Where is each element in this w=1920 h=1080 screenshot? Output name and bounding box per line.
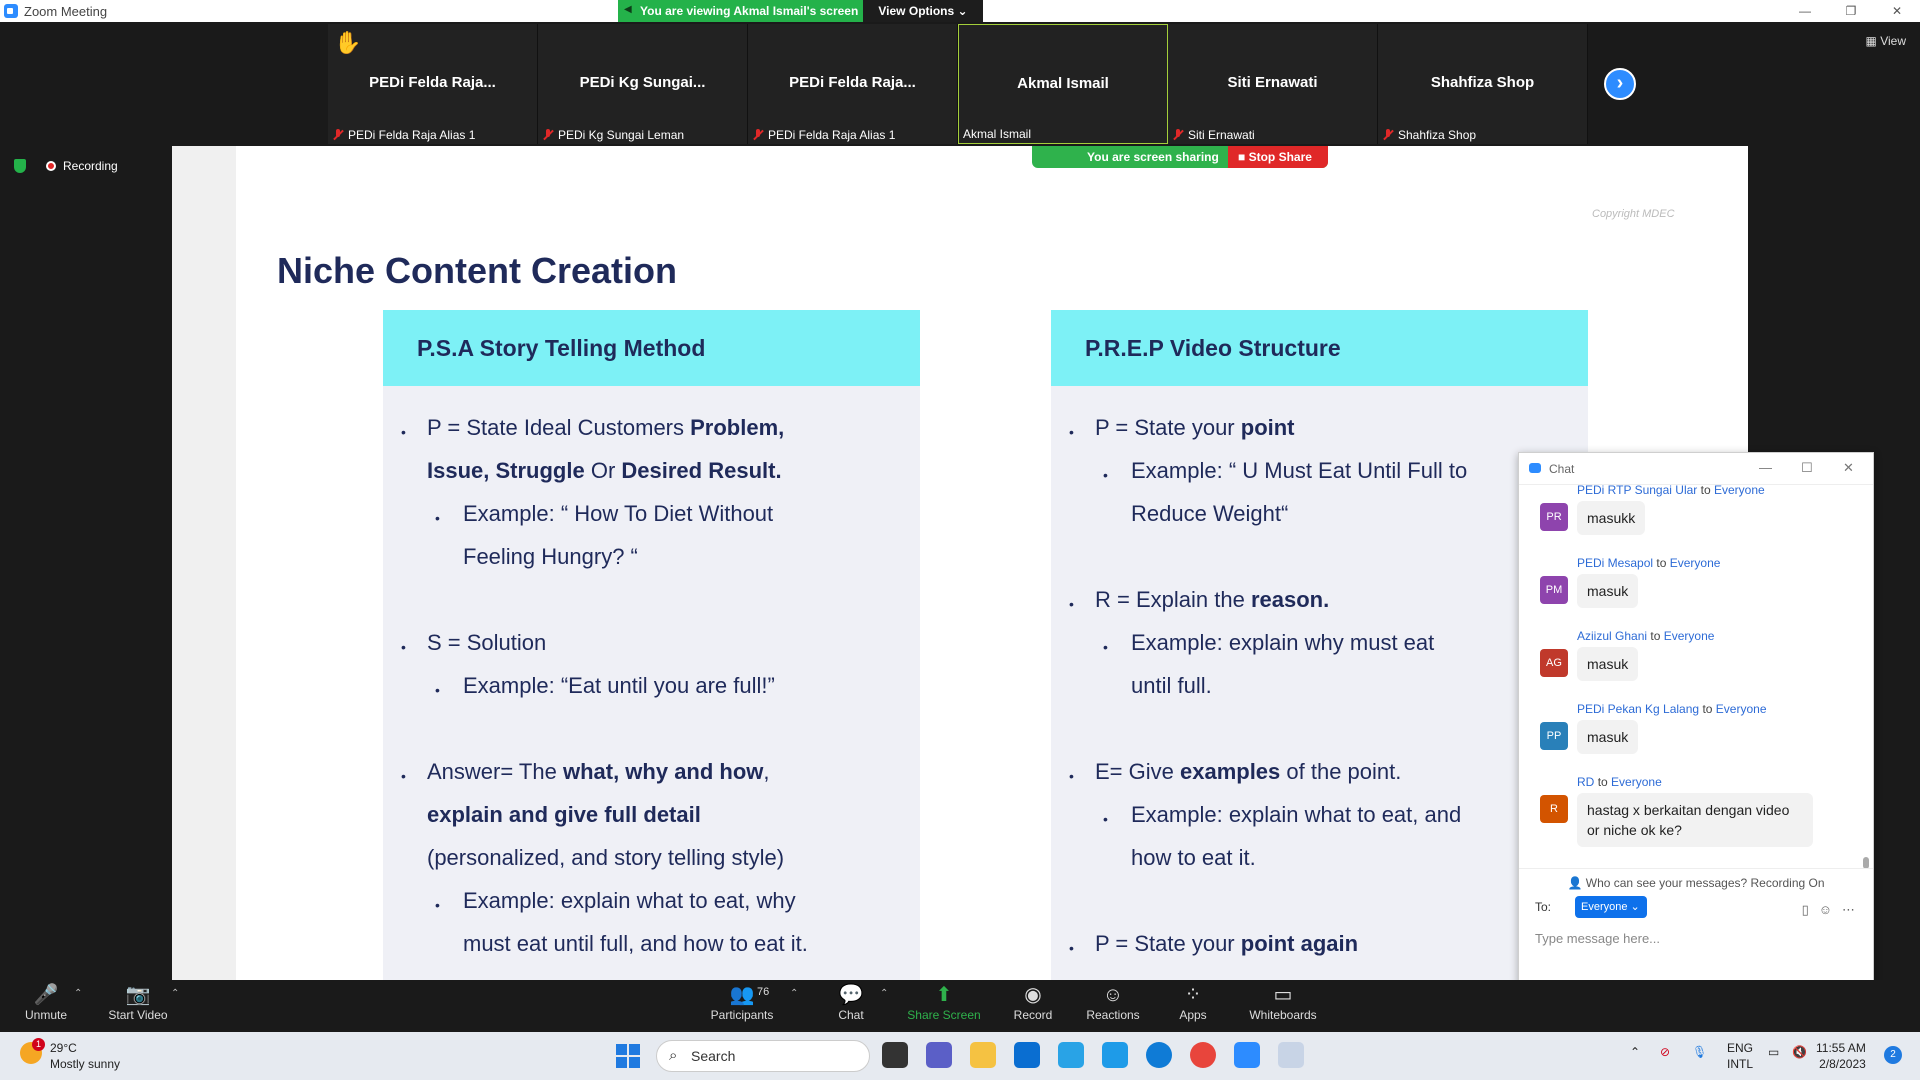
psa-line-3: Example: “ How To Diet Without <box>463 501 774 526</box>
mic-muted-icon <box>1172 129 1184 141</box>
text-run-bold: Problem, <box>690 415 785 440</box>
recipient-name: Everyone <box>1715 702 1767 716</box>
video-options-chevron-icon[interactable]: ⌃ <box>171 988 180 999</box>
recipient-name: Everyone <box>1611 775 1662 789</box>
slide-copyright: Copyright MDEC <box>1592 208 1675 220</box>
gallery-next-button[interactable]: › <box>1604 68 1636 100</box>
message-bubble: hastag x berkaitan dengan video or niche ok ke? <box>1577 793 1813 847</box>
psa-heading: P.S.A Story Telling Method <box>383 310 920 386</box>
meeting-toolbar <box>0 980 1920 1032</box>
participant-label-text: Akmal Ismail <box>963 127 1032 141</box>
store-icon[interactable] <box>1014 1042 1040 1068</box>
recipient-name: Everyone <box>1669 556 1721 570</box>
message-sender <box>1577 775 1662 789</box>
chat-label: Chat <box>838 1008 864 1022</box>
participant-label <box>1382 128 1476 142</box>
prep-column <box>1051 310 1588 980</box>
psa-line-7 <box>427 750 770 793</box>
participant-label <box>542 128 684 142</box>
psa-line-6: Example: “Eat until you are full!” <box>463 673 775 698</box>
prep-line-9: how to eat it. <box>1131 845 1256 870</box>
to-word: to <box>1702 702 1713 716</box>
psa-line-11: must eat until full, and how to eat it. <box>463 931 808 956</box>
weather-description: Mostly sunny <box>50 1057 121 1071</box>
bullet-icon: • <box>1103 811 1108 827</box>
viewing-banner-text: You are viewing Akmal Ismail's screen <box>640 4 859 18</box>
network-icon[interactable]: ⊘ <box>1660 1045 1671 1059</box>
participant-tile[interactable] <box>1378 24 1588 144</box>
taskbar-search[interactable] <box>656 1040 870 1072</box>
minimize-button[interactable]: — <box>1799 4 1811 18</box>
text-run: Or <box>584 458 622 483</box>
bullet-icon: • <box>435 897 440 913</box>
minimize-icon[interactable]: — <box>1759 460 1772 475</box>
sender-name[interactable]: Aziizul Ghani <box>1577 629 1648 643</box>
video-off-icon: 📷 <box>125 984 151 1006</box>
raised-hand-icon: ✋ <box>334 30 362 55</box>
text-run: R = Explain the <box>1095 587 1251 612</box>
text-run: P = State Ideal Customers <box>427 415 691 440</box>
grid-icon: ▦ <box>1865 34 1877 48</box>
avatar: R <box>1540 795 1568 823</box>
recording-label[interactable]: Recording <box>63 159 118 173</box>
view-options-button[interactable] <box>863 0 983 22</box>
to-word: to <box>1656 556 1667 570</box>
bullet-icon: • <box>1103 639 1108 655</box>
share-screen-icon: ⬆ <box>935 984 953 1006</box>
to-word: to <box>1700 483 1711 497</box>
start-video-label: Start Video <box>108 1008 168 1022</box>
participant-label-text: PEDi Felda Raja Alias 1 <box>768 128 896 142</box>
message-sender <box>1577 556 1720 570</box>
participant-name: PEDi Felda Raja... <box>369 74 496 91</box>
whiteboards-label: Whiteboards <box>1249 1008 1317 1022</box>
chat-tools <box>1802 902 1855 918</box>
mic-muted-icon <box>1382 129 1394 141</box>
prep-line-2: Example: “ U Must Eat Until Full to <box>1131 458 1468 483</box>
chat-title: Chat <box>1549 462 1575 476</box>
prep-line-6: until full. <box>1131 673 1212 698</box>
sender-name[interactable]: PEDi RTP Sungai Ular <box>1577 483 1698 497</box>
participant-tile[interactable] <box>748 24 958 144</box>
recipient-name: Everyone <box>1713 483 1765 497</box>
prep-line-7 <box>1095 750 1401 793</box>
whiteboard-icon: ▭ <box>1273 984 1293 1006</box>
zoom-app-icon <box>4 4 18 18</box>
apps-label: Apps <box>1179 1008 1207 1022</box>
search-icon: ⌕ <box>669 1047 678 1064</box>
slide-margin <box>172 146 236 980</box>
view-layout-button[interactable] <box>1866 34 1906 48</box>
window-controls <box>1782 0 1920 22</box>
chrome-icon[interactable] <box>1190 1042 1216 1068</box>
close-icon[interactable]: ✕ <box>1843 460 1854 475</box>
prep-line-5: Example: explain why must eat <box>1131 630 1435 655</box>
tray-overflow-icon[interactable]: ⌃ <box>1630 1045 1641 1059</box>
psa-line-2 <box>427 449 782 492</box>
message-bubble: masuk <box>1577 647 1638 681</box>
reactions-label: Reactions <box>1086 1008 1140 1022</box>
psa-line-9: (personalized, and story telling style) <box>427 845 785 870</box>
maximize-button[interactable]: ❐ <box>1845 4 1857 18</box>
prep-line-4 <box>1095 578 1329 621</box>
recipient-name: Everyone <box>1663 629 1715 643</box>
reactions-icon: ☺ <box>1102 984 1124 1006</box>
bullet-icon: • <box>435 510 440 526</box>
bullet-icon: • <box>401 639 406 655</box>
participant-tile[interactable] <box>328 24 538 144</box>
app-icon[interactable] <box>1058 1042 1084 1068</box>
text-run-bold: point <box>1240 415 1295 440</box>
zoom-icon[interactable] <box>1234 1042 1260 1068</box>
chat-panel <box>1518 452 1874 1010</box>
recording-dot-icon <box>46 161 56 171</box>
recipient-select[interactable] <box>1575 896 1647 918</box>
bullet-icon: • <box>1069 768 1074 784</box>
psa-line-5: S = Solution <box>427 630 547 655</box>
participants-button[interactable] <box>692 980 792 1032</box>
teams-icon[interactable] <box>926 1042 952 1068</box>
mic-muted-icon <box>752 129 764 141</box>
message-sender <box>1577 702 1767 716</box>
psa-line-4: Feeling Hungry? “ <box>463 544 638 569</box>
participants-label: Participants <box>710 1008 774 1022</box>
mic-muted-icon: 🎤 <box>33 984 59 1006</box>
window-title: Zoom Meeting <box>24 4 108 19</box>
participants-icon: 👥 <box>729 984 755 1006</box>
microphone-icon[interactable]: 🎙 <box>1692 1045 1708 1059</box>
text-run: , <box>763 759 770 784</box>
text-run: E= Give <box>1095 759 1180 784</box>
bullet-icon: • <box>1069 940 1074 956</box>
prep-line-1 <box>1095 406 1295 449</box>
chat-chevron-icon[interactable]: ⌃ <box>880 988 889 999</box>
language-indicator[interactable] <box>1727 1040 1753 1072</box>
encryption-shield-icon[interactable] <box>14 159 26 173</box>
weather-widget[interactable] <box>20 1040 120 1072</box>
message-bubble: masuk <box>1577 720 1638 754</box>
view-options-label: View Options <box>878 4 955 18</box>
chevron-down-icon: ⌄ <box>1630 901 1640 913</box>
mic-muted-icon <box>332 129 344 141</box>
psa-line-10: Example: explain what to eat, why <box>463 888 796 913</box>
bullet-icon: • <box>1103 467 1108 483</box>
prep-heading: P.R.E.P Video Structure <box>1051 310 1588 386</box>
record-label: Record <box>1013 1008 1053 1022</box>
psa-line-8 <box>427 793 701 836</box>
screen-sharing-label: You are screen sharing <box>1087 150 1219 164</box>
chat-scrollbar[interactable] <box>1863 489 1869 869</box>
task-view-icon[interactable] <box>882 1042 908 1068</box>
to-word: to <box>1597 775 1608 789</box>
chat-visibility-hint[interactable] <box>1519 868 1873 890</box>
participant-name: PEDi Kg Sungai... <box>579 74 706 91</box>
chat-header <box>1519 453 1873 485</box>
search-label: Search <box>691 1048 736 1064</box>
prep-line-8: Example: explain what to eat, and <box>1131 802 1462 827</box>
snipping-tool-icon[interactable] <box>1278 1042 1304 1068</box>
participant-label-text: PEDi Felda Raja Alias 1 <box>348 128 476 142</box>
message-bubble: masuk <box>1577 574 1638 608</box>
text-run: Answer= The <box>427 759 563 784</box>
participant-tile-active-speaker[interactable] <box>958 24 1168 144</box>
person-lock-icon: 👤 <box>1567 876 1583 890</box>
more-icon[interactable]: ⋯ <box>1842 902 1855 917</box>
share-screen-label: Share Screen <box>907 1008 981 1022</box>
participant-label-text: Shahfiza Shop <box>1398 128 1477 142</box>
avatar: PR <box>1540 503 1568 531</box>
view-layout-label: View <box>1880 34 1906 48</box>
close-button[interactable]: ✕ <box>1891 4 1903 18</box>
apps-button[interactable] <box>1143 980 1243 1032</box>
audio-options-chevron-icon[interactable]: ⌃ <box>74 988 83 999</box>
psa-line-1 <box>427 406 784 449</box>
bullet-icon: • <box>1069 424 1074 440</box>
keyboard-layout: INTL <box>1727 1057 1754 1071</box>
language-code: ENG <box>1727 1041 1754 1055</box>
participant-name: Shahfiza Shop <box>1430 74 1535 91</box>
participant-count: 76 <box>757 986 770 998</box>
chat-icon <box>1529 463 1541 473</box>
chat-bubble-icon: 💬 <box>838 984 864 1006</box>
mail-icon[interactable] <box>1102 1042 1128 1068</box>
avatar: PM <box>1540 576 1568 604</box>
sender-name[interactable]: RD <box>1577 775 1595 789</box>
psa-column <box>383 310 920 980</box>
prep-line-3: Reduce Weight“ <box>1131 501 1289 526</box>
message-sender <box>1577 629 1714 643</box>
slide-title: Niche Content Creation <box>277 250 678 291</box>
prep-line-10 <box>1095 922 1358 965</box>
emoji-icon[interactable]: ☺ <box>1818 902 1832 917</box>
text-run: P = State your <box>1095 931 1241 956</box>
chat-recipient-row <box>1535 900 1640 914</box>
weather-badge: 1 <box>32 1038 45 1051</box>
participant-label <box>1172 128 1255 142</box>
participant-tile[interactable] <box>538 24 748 144</box>
participant-label <box>963 127 1031 141</box>
participant-tile[interactable] <box>1168 24 1378 144</box>
chat-visibility-text: Who can see your messages? Recording On <box>1585 876 1825 890</box>
system-clock[interactable] <box>1816 1040 1866 1072</box>
file-icon[interactable]: ▯ <box>1801 902 1809 917</box>
popout-icon[interactable]: ☐ <box>1801 460 1813 475</box>
screen-sharing-bar <box>1032 146 1328 168</box>
record-icon: ◉ <box>1024 984 1042 1006</box>
sender-name[interactable]: PEDi Mesapol <box>1577 556 1654 570</box>
stop-share-button[interactable]: ■ Stop Share <box>1228 146 1328 168</box>
windows-taskbar <box>0 1032 1920 1080</box>
message-sender <box>1577 483 1765 497</box>
speaker-icon: ◀ <box>624 4 632 15</box>
to-label: To: <box>1535 900 1552 914</box>
stop-share-label: Stop Share <box>1248 150 1312 164</box>
viewing-screen-banner <box>618 0 863 22</box>
text-run-bold: point again <box>1240 931 1359 956</box>
video-gallery-strip <box>328 24 1588 144</box>
shared-screen <box>172 146 1748 980</box>
mic-muted-icon <box>542 129 554 141</box>
chevron-down-icon: ⌄ <box>957 4 968 18</box>
text-run-bold: Desired Result. <box>621 458 782 483</box>
participants-chevron-icon[interactable]: ⌃ <box>790 988 799 999</box>
participant-label <box>752 128 895 142</box>
speaker-muted-icon[interactable]: 🔇 <box>1792 1045 1807 1059</box>
avatar: AG <box>1540 649 1568 677</box>
text-run: P = State your <box>1095 415 1241 440</box>
participant-label <box>332 128 475 142</box>
edge-icon[interactable] <box>1146 1042 1172 1068</box>
apps-icon: ⁘ <box>1184 984 1202 1006</box>
clock-date: 2/8/2023 <box>1819 1057 1866 1071</box>
bullet-icon: • <box>1069 596 1074 612</box>
display-icon[interactable]: ▭ <box>1768 1045 1780 1059</box>
notification-badge[interactable]: 2 <box>1884 1046 1902 1064</box>
clock-time: 11:55 AM <box>1816 1041 1866 1055</box>
text-run-bold: what, why and how <box>562 759 764 784</box>
participant-name: Siti Ernawati <box>1227 74 1318 91</box>
weather-temperature: 29°C <box>50 1041 77 1055</box>
windows-start-icon[interactable] <box>616 1044 640 1068</box>
text-run-bold: explain and give full detail <box>427 802 701 827</box>
bullet-icon: • <box>401 424 406 440</box>
whiteboards-button[interactable] <box>1233 980 1333 1032</box>
text-run-bold: reason. <box>1250 587 1330 612</box>
participant-label-text: PEDi Kg Sungai Leman <box>558 128 685 142</box>
unmute-label: Unmute <box>24 1008 68 1022</box>
participant-name: PEDi Felda Raja... <box>789 74 916 91</box>
bullet-icon: • <box>435 682 440 698</box>
sender-name[interactable]: PEDi Pekan Kg Lalang <box>1577 702 1700 716</box>
message-bubble: masukk <box>1577 501 1645 535</box>
participant-label-text: Siti Ernawati <box>1188 128 1255 142</box>
recipient-select-value: Everyone <box>1581 901 1628 913</box>
bullet-icon: • <box>401 768 406 784</box>
text-run: of the point. <box>1280 759 1402 784</box>
text-run-bold: examples <box>1179 759 1281 784</box>
participant-name: Akmal Ismail <box>1017 75 1109 92</box>
file-explorer-icon[interactable] <box>970 1042 996 1068</box>
share-screen-button[interactable] <box>894 980 994 1032</box>
text-run-bold: Issue, Struggle <box>427 458 585 483</box>
to-word: to <box>1650 629 1661 643</box>
avatar: PP <box>1540 722 1568 750</box>
